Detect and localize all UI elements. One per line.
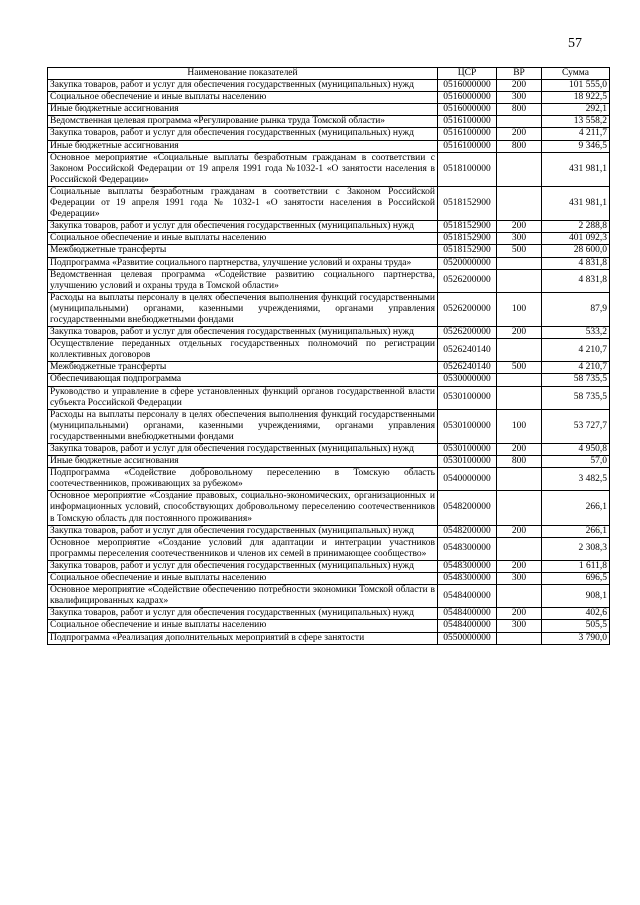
row-name: Основное мероприятие «Создание условий для адаптации и интеграции участников программы переселения соотечественников и членов их семей в принимающее сообщество» <box>48 537 438 560</box>
row-vr <box>497 116 542 128</box>
row-name: Иные бюджетные ассигнования <box>48 140 438 152</box>
row-csr: 0516100000 <box>438 140 497 152</box>
row-vr <box>497 186 542 220</box>
table-row <box>48 292 610 326</box>
row-vr: 800 <box>497 456 542 468</box>
row-vr: 200 <box>497 608 542 620</box>
row-sum: 4 831,8 <box>542 257 610 269</box>
row-vr: 300 <box>497 233 542 245</box>
row-sum: 4 831,8 <box>542 269 610 292</box>
row-sum: 28 600,0 <box>542 245 610 257</box>
row-name: Ведомственная целевая программа «Регулирование рынка труда Томской области» <box>48 116 438 128</box>
row-csr: 0548400000 <box>438 585 497 608</box>
row-name: Расходы на выплаты персоналу в целях обеспечения выполнения функций государственными (муниципальными) органами, казенными учреждениями, органами управления государственными внебюджетными фондами <box>48 409 438 443</box>
row-sum: 431 981,1 <box>542 186 610 220</box>
table-row <box>48 409 610 443</box>
row-name: Закупка товаров, работ и услуг для обеспечения государственных (муниципальных) нужд <box>48 221 438 233</box>
row-sum: 1 611,8 <box>542 560 610 572</box>
table-row <box>48 80 610 92</box>
row-csr: 0516100000 <box>438 116 497 128</box>
row-name: Социальные выплаты безработным гражданам в соответствии с Законом Российской Федерации от 19 апреля 1991 года № 1032-1 «О занятости населения в Российской Федерации» <box>48 186 438 220</box>
row-name: Закупка товаров, работ и услуг для обеспечения государственных (муниципальных) нужд <box>48 80 438 92</box>
table-row <box>48 362 610 374</box>
table-row <box>48 128 610 140</box>
row-vr <box>497 632 542 644</box>
row-sum: 18 922,5 <box>542 92 610 104</box>
row-vr: 300 <box>497 620 542 632</box>
row-name: Социальное обеспечение и иные выплаты населению <box>48 620 438 632</box>
row-vr: 200 <box>497 525 542 537</box>
row-name: Межбюджетные трансферты <box>48 362 438 374</box>
table-row <box>48 537 610 560</box>
table-row <box>48 116 610 128</box>
row-csr: 0526240140 <box>438 339 497 362</box>
table-row <box>48 608 610 620</box>
row-name: Социальное обеспечение и иные выплаты населению <box>48 92 438 104</box>
row-csr: 0548300000 <box>438 560 497 572</box>
row-vr <box>497 468 542 491</box>
table-row <box>48 632 610 644</box>
budget-table <box>47 67 610 645</box>
table-row <box>48 386 610 409</box>
table-row <box>48 585 610 608</box>
row-sum: 292,1 <box>542 104 610 116</box>
row-sum: 4 210,7 <box>542 339 610 362</box>
row-name: Закупка товаров, работ и услуг для обеспечения государственных (муниципальных) нужд <box>48 525 438 537</box>
page-number: 57 <box>568 36 582 51</box>
row-vr <box>497 152 542 186</box>
row-vr <box>497 257 542 269</box>
row-sum: 9 346,5 <box>542 140 610 152</box>
row-vr: 800 <box>497 140 542 152</box>
row-vr: 300 <box>497 573 542 585</box>
row-sum: 3 482,5 <box>542 468 610 491</box>
row-vr <box>497 537 542 560</box>
table-row <box>48 233 610 245</box>
row-csr: 0548200000 <box>438 525 497 537</box>
row-csr: 0526200000 <box>438 269 497 292</box>
row-csr: 0516100000 <box>438 128 497 140</box>
table-row <box>48 327 610 339</box>
row-csr: 0518152900 <box>438 186 497 220</box>
table-row <box>48 269 610 292</box>
row-name: Иные бюджетные ассигнования <box>48 456 438 468</box>
row-csr: 0516000000 <box>438 104 497 116</box>
row-sum: 431 981,1 <box>542 152 610 186</box>
row-name: Закупка товаров, работ и услуг для обеспечения государственных (муниципальных) нужд <box>48 560 438 572</box>
row-name: Осуществление переданных отдельных государственных полномочий по регистрации коллективных договоров <box>48 339 438 362</box>
row-name: Социальное обеспечение и иные выплаты населению <box>48 573 438 585</box>
row-csr: 0518152900 <box>438 233 497 245</box>
row-vr <box>497 269 542 292</box>
row-vr: 200 <box>497 444 542 456</box>
table-body <box>48 80 610 645</box>
row-name: Ведомственная целевая программа «Содействие развитию социального партнерства, улучшению условий и охраны труда в Томской области» <box>48 269 438 292</box>
table-row <box>48 456 610 468</box>
row-vr <box>497 585 542 608</box>
row-csr: 0530100000 <box>438 386 497 409</box>
row-name: Закупка товаров, работ и услуг для обеспечения государственных (муниципальных) нужд <box>48 444 438 456</box>
row-vr: 800 <box>497 104 542 116</box>
row-name: Закупка товаров, работ и услуг для обеспечения государственных (муниципальных) нужд <box>48 327 438 339</box>
row-sum: 505,5 <box>542 620 610 632</box>
row-name: Основное мероприятие «Содействие обеспечению потребности экономики Томской области в квалифицированных кадрах» <box>48 585 438 608</box>
table-row <box>48 573 610 585</box>
row-vr: 100 <box>497 292 542 326</box>
row-name: Закупка товаров, работ и услуг для обеспечения государственных (муниципальных) нужд <box>48 608 438 620</box>
row-csr: 0516000000 <box>438 92 497 104</box>
header-vr: ВР <box>497 68 542 80</box>
row-csr: 0518152900 <box>438 245 497 257</box>
row-sum: 696,5 <box>542 573 610 585</box>
header-name: Наименование показателей <box>48 68 438 80</box>
row-vr <box>497 386 542 409</box>
row-csr: 0518100000 <box>438 152 497 186</box>
header-csr: ЦСР <box>438 68 497 80</box>
row-sum: 3 790,0 <box>542 632 610 644</box>
row-csr: 0548400000 <box>438 608 497 620</box>
row-csr: 0518152900 <box>438 221 497 233</box>
row-sum: 58 735,5 <box>542 386 610 409</box>
row-vr: 200 <box>497 80 542 92</box>
row-csr: 0530100000 <box>438 444 497 456</box>
row-sum: 4 211,7 <box>542 128 610 140</box>
row-name: Подпрограмма «Развитие социального партнерства, улучшение условий и охраны труда» <box>48 257 438 269</box>
row-vr: 200 <box>497 128 542 140</box>
row-name: Социальное обеспечение и иные выплаты населению <box>48 233 438 245</box>
row-sum: 101 555,0 <box>542 80 610 92</box>
row-name: Подпрограмма «Реализация дополнительных мероприятий в сфере занятости <box>48 632 438 644</box>
row-csr: 0520000000 <box>438 257 497 269</box>
table-row <box>48 468 610 491</box>
row-sum: 53 727,7 <box>542 409 610 443</box>
row-vr <box>497 491 542 525</box>
row-sum: 87,9 <box>542 292 610 326</box>
row-vr: 100 <box>497 409 542 443</box>
row-csr: 0540000000 <box>438 468 497 491</box>
row-csr: 0530100000 <box>438 409 497 443</box>
row-csr: 0530100000 <box>438 456 497 468</box>
row-csr: 0548200000 <box>438 491 497 525</box>
row-name: Межбюджетные трансферты <box>48 245 438 257</box>
table-row <box>48 140 610 152</box>
table-row <box>48 491 610 525</box>
row-sum: 266,1 <box>542 525 610 537</box>
row-csr: 0526200000 <box>438 292 497 326</box>
row-sum: 908,1 <box>542 585 610 608</box>
table-row <box>48 374 610 386</box>
table-row <box>48 620 610 632</box>
row-sum: 2 288,8 <box>542 221 610 233</box>
header-sum: Сумма <box>542 68 610 80</box>
row-name: Закупка товаров, работ и услуг для обеспечения государственных (муниципальных) нужд <box>48 128 438 140</box>
row-sum: 13 558,2 <box>542 116 610 128</box>
row-name: Руководство и управление в сфере установленных функций органов государственной власти субъекта Российской Федерации <box>48 386 438 409</box>
row-sum: 266,1 <box>542 491 610 525</box>
row-name: Основное мероприятие «Создание правовых, социально-экономических, организационных и информационных условий, способствующих добровольному переселению соотечественников в Томскую область для постоянного проживания» <box>48 491 438 525</box>
row-vr <box>497 374 542 386</box>
row-sum: 533,2 <box>542 327 610 339</box>
table-row <box>48 525 610 537</box>
row-csr: 0550000000 <box>438 632 497 644</box>
row-name: Подпрограмма «Содействие добровольному переселению в Томскую область соотечественников, проживающих за рубежом» <box>48 468 438 491</box>
row-name: Обеспечивающая подпрограмма <box>48 374 438 386</box>
row-sum: 2 308,3 <box>542 537 610 560</box>
row-csr: 0526240140 <box>438 362 497 374</box>
table-row <box>48 186 610 220</box>
row-csr: 0548400000 <box>438 620 497 632</box>
row-csr: 0516000000 <box>438 80 497 92</box>
row-vr: 500 <box>497 245 542 257</box>
row-csr: 0530000000 <box>438 374 497 386</box>
row-sum: 402,6 <box>542 608 610 620</box>
row-name: Расходы на выплаты персоналу в целях обеспечения выполнения функций государственными (муниципальными) органами, казенными учреждениями, органами управления государственными внебюджетными фондами <box>48 292 438 326</box>
row-csr: 0548300000 <box>438 537 497 560</box>
table-row <box>48 339 610 362</box>
row-csr: 0526200000 <box>438 327 497 339</box>
table-header-row <box>48 68 610 80</box>
row-sum: 58 735,5 <box>542 374 610 386</box>
row-name: Основное мероприятие «Социальные выплаты безработным гражданам в соответствии с Законом Российской Федерации от 19 апреля 1991 года №1032-1 «О занятости населения в Российской Федерации» <box>48 152 438 186</box>
table-row <box>48 245 610 257</box>
row-vr <box>497 339 542 362</box>
row-vr: 200 <box>497 221 542 233</box>
row-vr: 200 <box>497 560 542 572</box>
table-row <box>48 560 610 572</box>
table-row <box>48 444 610 456</box>
row-sum: 401 092,3 <box>542 233 610 245</box>
table-row <box>48 92 610 104</box>
row-csr: 0548300000 <box>438 573 497 585</box>
table-row <box>48 257 610 269</box>
row-sum: 57,0 <box>542 456 610 468</box>
table-row <box>48 221 610 233</box>
table-row <box>48 104 610 116</box>
row-name: Иные бюджетные ассигнования <box>48 104 438 116</box>
row-sum: 4 950,8 <box>542 444 610 456</box>
row-vr: 300 <box>497 92 542 104</box>
table-row <box>48 152 610 186</box>
row-vr: 500 <box>497 362 542 374</box>
row-vr: 200 <box>497 327 542 339</box>
row-sum: 4 210,7 <box>542 362 610 374</box>
